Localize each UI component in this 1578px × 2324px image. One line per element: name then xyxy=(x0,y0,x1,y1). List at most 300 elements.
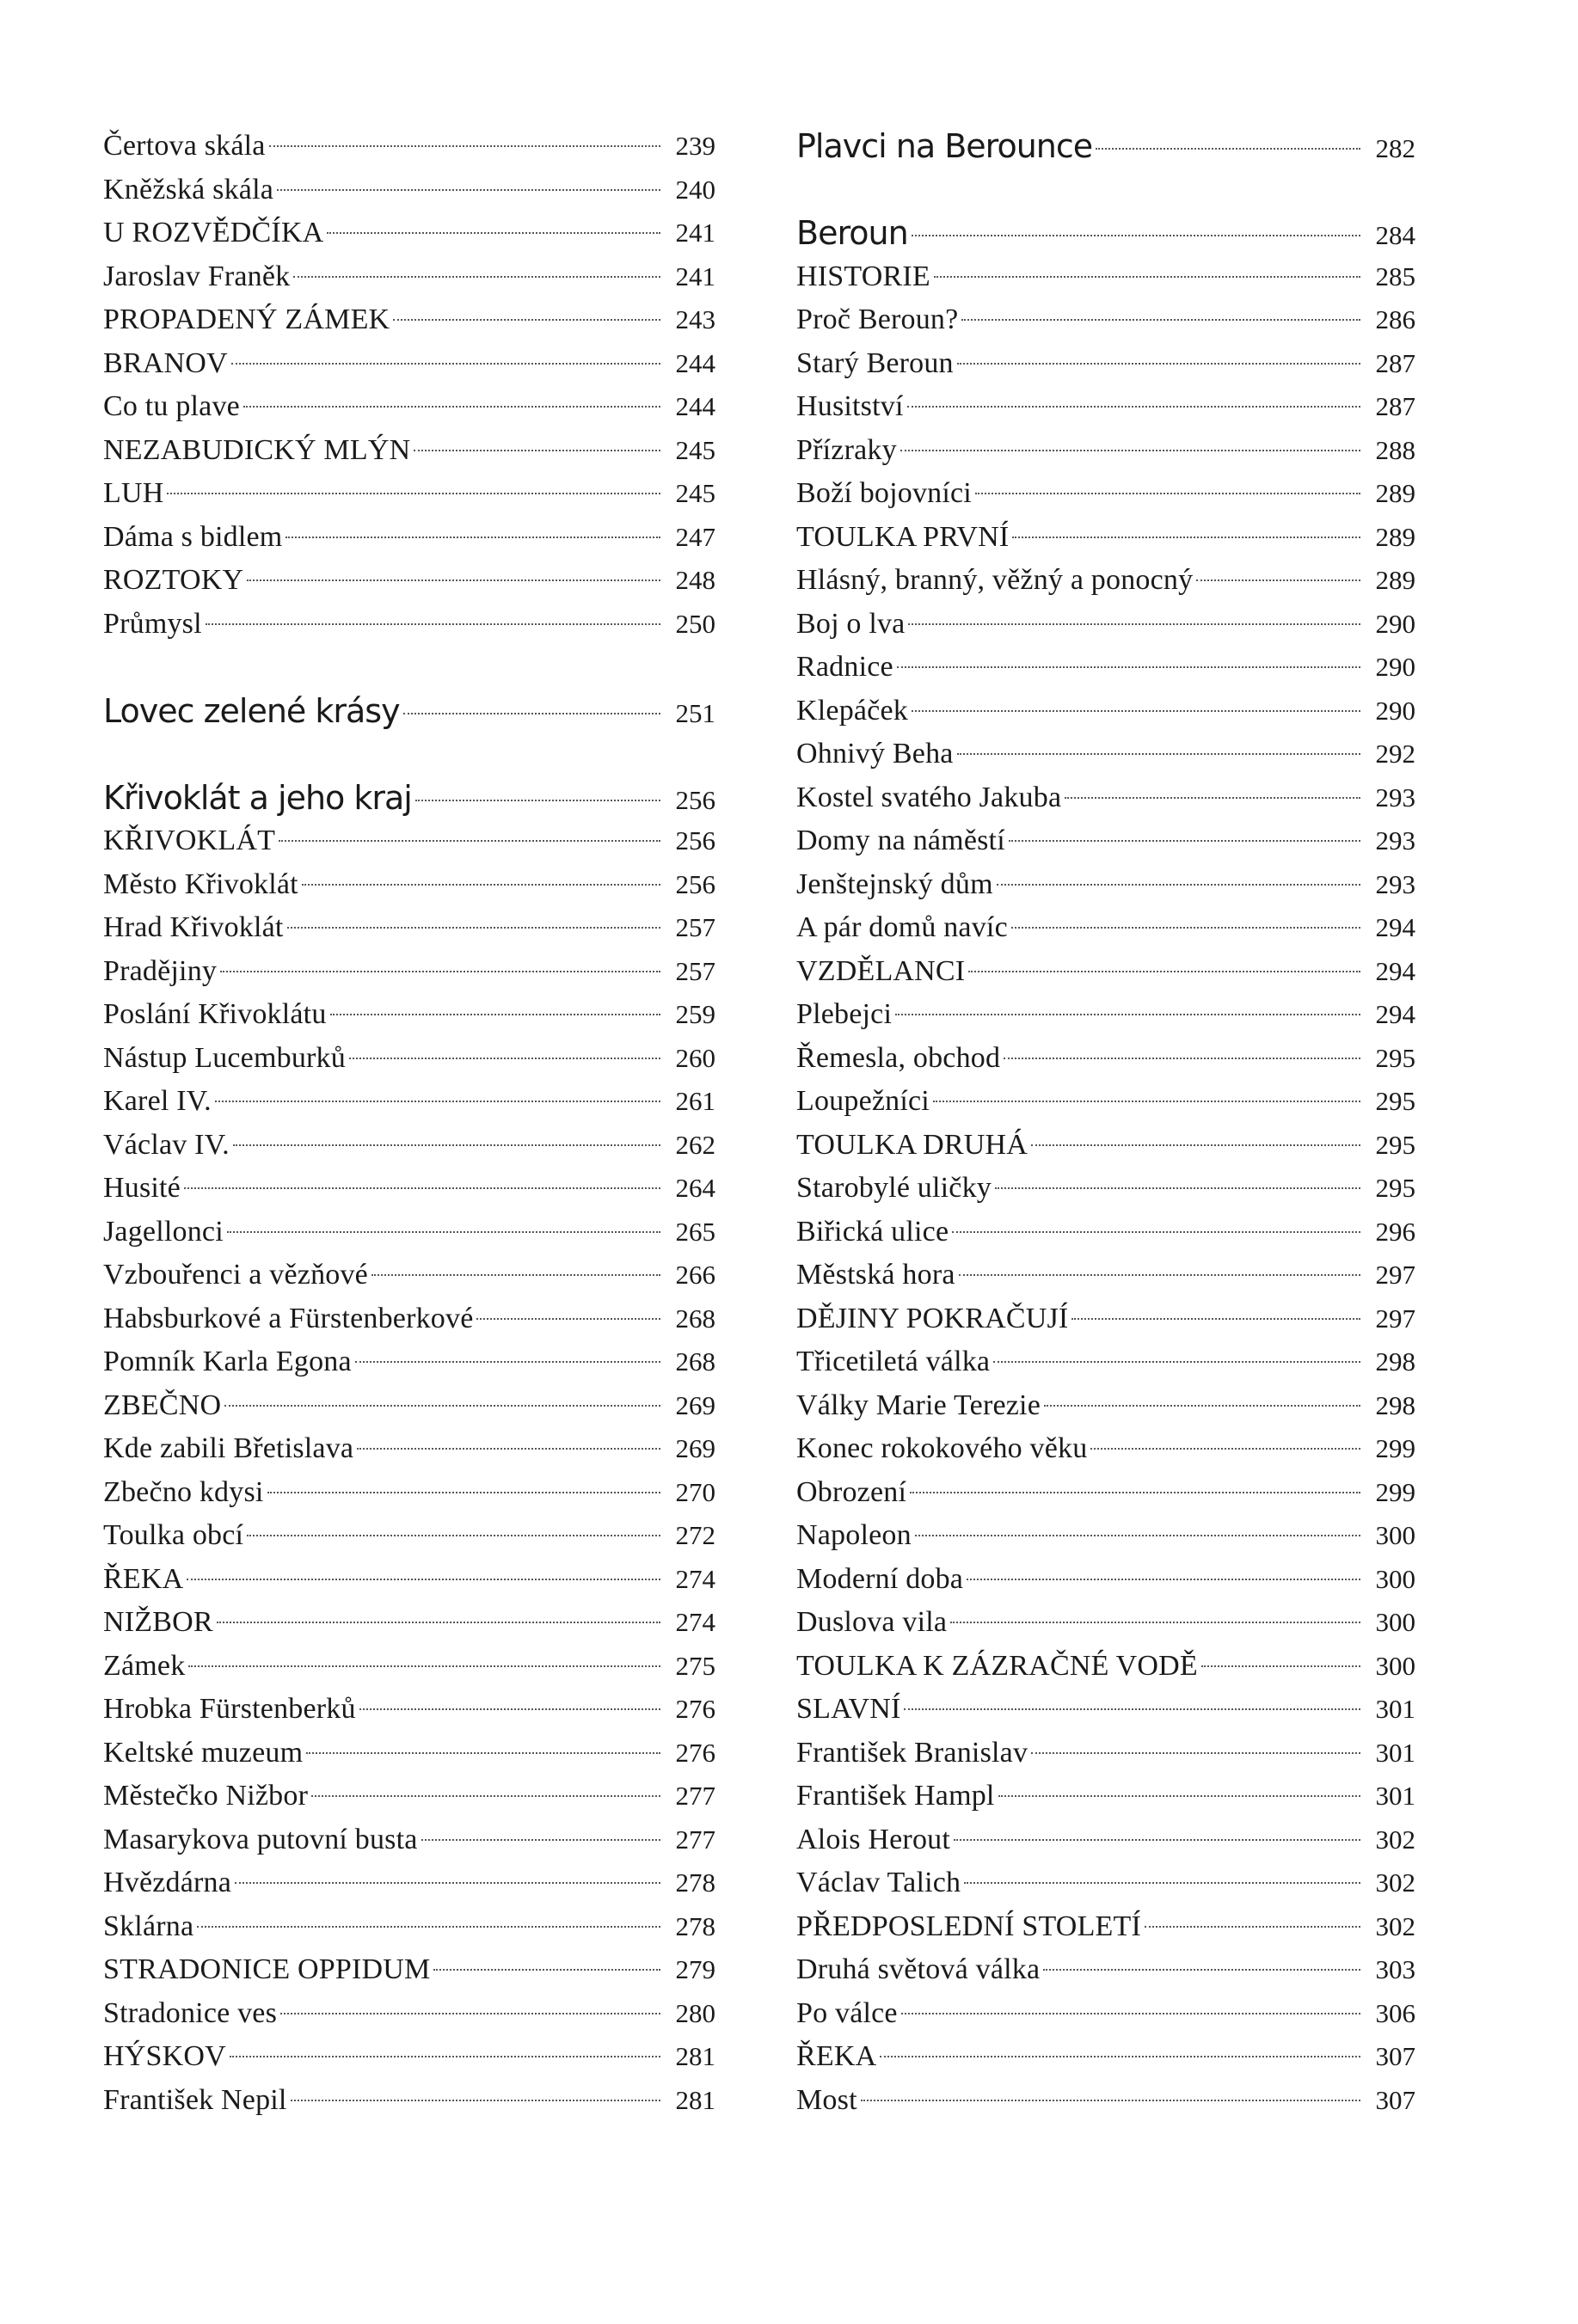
toc-entry-title: Po válce xyxy=(796,1996,898,2029)
toc-entry-title: František Branislav xyxy=(796,1736,1028,1769)
toc-entry xyxy=(103,2035,715,2079)
dot-leader xyxy=(167,493,660,494)
dot-leader xyxy=(964,1882,1360,1884)
toc-entry xyxy=(103,1297,715,1341)
toc-page-number: 261 xyxy=(675,1086,715,1116)
toc-entry xyxy=(103,1992,715,2036)
toc-page-number: 256 xyxy=(675,825,715,855)
dot-leader xyxy=(371,1274,660,1276)
toc-page-number: 274 xyxy=(675,1563,715,1594)
toc-entry-title: Napoleon xyxy=(796,1519,912,1551)
toc-page-number: 245 xyxy=(675,434,715,465)
toc-page-number: 244 xyxy=(675,391,715,421)
toc-page-number: 293 xyxy=(1375,782,1415,812)
toc-entry-title: A pár domů navíc xyxy=(796,911,1008,943)
dot-leader xyxy=(912,235,1360,236)
toc-entry-title: TOULKA PRVNÍ xyxy=(796,520,1010,553)
toc-entry xyxy=(103,1861,715,1905)
toc-page-number: 287 xyxy=(1375,347,1415,378)
toc-entry-title: PŘEDPOSLEDNÍ STOLETÍ xyxy=(796,1910,1141,1942)
dot-leader xyxy=(291,2100,660,2101)
toc-entry-title: Starý Beroun xyxy=(796,346,954,379)
toc-entry xyxy=(103,1167,715,1211)
toc-entry xyxy=(796,906,1415,950)
dot-leader xyxy=(1031,1752,1360,1754)
toc-entry-title: TOULKA K ZÁZRAČNÉ VODĚ xyxy=(796,1649,1198,1682)
dot-leader xyxy=(187,1579,660,1580)
dot-leader xyxy=(231,363,660,365)
dot-leader xyxy=(277,189,660,191)
toc-entry-title: U ROZVĚDČÍKA xyxy=(103,217,324,248)
toc-entry xyxy=(103,559,715,603)
toc-page-number: 296 xyxy=(1375,1216,1415,1247)
toc-entry xyxy=(796,1861,1415,1905)
toc-page-number: 307 xyxy=(1375,2041,1415,2071)
toc-entry-title: Sklárna xyxy=(103,1910,194,1942)
dot-leader xyxy=(933,1101,1360,1102)
toc-entry xyxy=(103,1254,715,1297)
dot-leader xyxy=(188,1665,660,1667)
toc-entry-title: Městská hora xyxy=(796,1259,955,1291)
toc-entry-title: Řemesla, obchod xyxy=(796,1041,1001,1074)
toc-entry-title: Toulka obcí xyxy=(103,1519,244,1551)
toc-entry xyxy=(103,819,715,863)
toc-entry xyxy=(103,1558,715,1602)
toc-entry xyxy=(796,2035,1415,2079)
toc-page-number: 298 xyxy=(1375,1389,1415,1420)
toc-entry xyxy=(796,1167,1415,1211)
toc-page-number: 260 xyxy=(675,1042,715,1073)
toc-entry-title: Václav IV. xyxy=(103,1128,230,1161)
toc-page-number: 277 xyxy=(675,1824,715,1855)
dot-leader xyxy=(235,1882,660,1884)
toc-page-number: 247 xyxy=(675,521,715,552)
dot-leader xyxy=(967,1579,1360,1580)
toc-page-number: 280 xyxy=(675,1997,715,2028)
toc-entry xyxy=(796,1384,1415,1428)
toc-page-number: 287 xyxy=(1375,391,1415,421)
toc-entry-title: Zámek xyxy=(103,1649,186,1682)
toc-entry-title: Plebejci xyxy=(796,998,893,1030)
dot-leader xyxy=(904,1708,1360,1710)
toc-entry-title: Kde zabili Břetislava xyxy=(103,1432,354,1464)
toc-entry-title: Město Křivoklát xyxy=(103,868,298,900)
toc-entry xyxy=(796,646,1415,690)
toc-section-heading xyxy=(103,776,715,820)
toc-entry xyxy=(796,516,1415,560)
toc-entry-title: Co tu plave xyxy=(103,390,240,422)
toc-page-number: 257 xyxy=(675,912,715,942)
dot-leader xyxy=(267,1492,660,1493)
toc-entry xyxy=(796,298,1415,342)
toc-entry-title: Obrození xyxy=(796,1475,907,1508)
toc-page-number: 299 xyxy=(1375,1476,1415,1507)
toc-page-number: 289 xyxy=(1375,521,1415,552)
toc-entry-title: Duslova vila xyxy=(796,1606,948,1638)
toc-entry xyxy=(103,298,715,342)
dot-leader xyxy=(997,884,1360,886)
toc-entry-title: Boj o lva xyxy=(796,607,906,640)
toc-entry-title: František Nepil xyxy=(103,2083,287,2116)
toc-page-number: 282 xyxy=(1375,133,1415,163)
toc-entry-title: HÝSKOV xyxy=(103,2040,226,2072)
dot-leader xyxy=(287,927,660,929)
toc-entry xyxy=(796,1732,1415,1775)
toc-entry xyxy=(103,950,715,994)
toc-entry-title: ŘEKA xyxy=(103,1562,184,1595)
dot-leader xyxy=(993,1361,1360,1363)
toc-entry xyxy=(103,1384,715,1428)
toc-page-number: 277 xyxy=(675,1781,715,1811)
toc-page-number: 302 xyxy=(1375,1824,1415,1855)
toc-entry-title: Kněžská skála xyxy=(103,173,274,205)
toc-entry-title: Starobylé uličky xyxy=(796,1172,992,1204)
dot-leader xyxy=(280,2013,660,2014)
toc-entry-title: NIŽBOR xyxy=(103,1606,213,1638)
dot-leader xyxy=(421,1839,660,1841)
toc-entry xyxy=(796,1775,1415,1818)
toc-page-number: 268 xyxy=(675,1303,715,1334)
toc-entry-title: Hvězdárna xyxy=(103,1867,232,1898)
toc-entry xyxy=(103,255,715,299)
toc-entry xyxy=(796,1514,1415,1558)
toc-page-number: 241 xyxy=(675,218,715,248)
toc-entry-title: František Hampl xyxy=(796,1780,995,1812)
toc-page-number: 244 xyxy=(675,347,715,378)
toc-entry-title: Hrad Křivoklát xyxy=(103,911,284,943)
toc-entry-title: Nástup Lucemburků xyxy=(103,1041,346,1074)
toc-page-number: 278 xyxy=(675,1910,715,1941)
dot-leader xyxy=(959,1274,1360,1276)
toc-entry-title: Lovec zelené krásy xyxy=(103,691,400,730)
dot-leader xyxy=(217,1622,660,1623)
dot-leader xyxy=(1044,1405,1360,1407)
dot-leader xyxy=(908,623,1360,625)
toc-entry-title: HISTORIE xyxy=(796,260,930,292)
toc-page-number: 284 xyxy=(1375,220,1415,250)
toc-page-number: 294 xyxy=(1375,999,1415,1029)
toc-entry-title: Domy na náměstí xyxy=(796,825,1005,856)
toc-entry xyxy=(796,1340,1415,1384)
dot-leader xyxy=(359,1708,660,1710)
toc-entry-title: Jenštejnský dům xyxy=(796,868,993,900)
toc-page-number: 297 xyxy=(1375,1260,1415,1290)
toc-entry xyxy=(103,1732,715,1775)
toc-page-number: 295 xyxy=(1375,1042,1415,1073)
toc-entry-title: Pradějiny xyxy=(103,954,218,987)
toc-page-number: 302 xyxy=(1375,1867,1415,1898)
dot-leader xyxy=(355,1361,660,1363)
toc-entry-title: Průmysl xyxy=(103,607,202,640)
dot-leader xyxy=(861,2100,1360,2101)
dot-leader xyxy=(233,1144,660,1146)
toc-entry xyxy=(103,906,715,950)
toc-page-number: 295 xyxy=(1375,1173,1415,1203)
toc-entry xyxy=(796,1124,1415,1168)
toc-entry xyxy=(796,690,1415,733)
dot-leader xyxy=(952,1231,1360,1233)
dot-leader xyxy=(197,1926,660,1928)
dot-leader xyxy=(302,884,660,886)
toc-page-number: 243 xyxy=(675,304,715,334)
toc-entry-title: Jaroslav Franěk xyxy=(103,260,291,292)
toc-entry xyxy=(796,1688,1415,1732)
toc-entry xyxy=(796,776,1415,820)
dot-leader xyxy=(901,2013,1360,2014)
toc-entry xyxy=(103,1427,715,1471)
toc-entry-title: Most xyxy=(796,2083,857,2116)
dot-leader xyxy=(1201,1665,1360,1667)
dot-leader xyxy=(1145,1926,1360,1928)
dot-leader xyxy=(349,1058,660,1059)
dot-leader xyxy=(1090,1448,1360,1450)
toc-entry xyxy=(796,429,1415,473)
toc-page-number: 300 xyxy=(1375,1607,1415,1637)
toc-entry xyxy=(796,1558,1415,1602)
dot-leader xyxy=(433,1969,660,1971)
dot-leader xyxy=(1043,1969,1360,1971)
toc-entry xyxy=(796,1992,1415,2036)
toc-entry-title: LUH xyxy=(103,477,164,509)
toc-page-number: 275 xyxy=(675,1650,715,1681)
toc-page-number: 300 xyxy=(1375,1563,1415,1594)
toc-page-number: 295 xyxy=(1375,1086,1415,1116)
toc-page-number: 297 xyxy=(1375,1303,1415,1334)
dot-leader xyxy=(414,450,660,451)
dot-leader xyxy=(403,713,660,714)
toc-entry-title: BRANOV xyxy=(103,346,228,379)
dot-leader xyxy=(330,1014,660,1015)
dot-leader xyxy=(998,1795,1360,1797)
toc-entry xyxy=(796,1948,1415,1992)
toc-page-number: 302 xyxy=(1375,1910,1415,1941)
toc-page-number: 265 xyxy=(675,1216,715,1247)
toc-entry-title: Hrobka Fürstenberků xyxy=(103,1693,356,1725)
toc-page-number: 257 xyxy=(675,955,715,986)
dot-leader xyxy=(393,319,660,321)
toc-entry xyxy=(796,1818,1415,1862)
toc-page-number: 251 xyxy=(675,697,715,728)
dot-leader xyxy=(975,493,1360,494)
toc-page-number: 293 xyxy=(1375,825,1415,855)
toc-page-number: 272 xyxy=(675,1520,715,1550)
toc-entry xyxy=(103,1905,715,1949)
toc-entry-title: Plavci na Berounce xyxy=(796,127,1093,165)
toc-section-heading xyxy=(103,690,715,733)
toc-entry xyxy=(796,993,1415,1037)
dot-leader xyxy=(227,1231,660,1233)
toc-entry xyxy=(796,863,1415,907)
toc-entry xyxy=(796,733,1415,776)
toc-entry xyxy=(103,429,715,473)
dot-leader xyxy=(247,579,660,581)
toc-entry-title: Pomník Karla Egona xyxy=(103,1346,352,1377)
dot-leader xyxy=(269,145,660,147)
dot-leader xyxy=(900,450,1360,451)
toc-entry-title: Karel IV. xyxy=(103,1085,212,1117)
dot-leader xyxy=(961,319,1360,321)
toc-page-number: 274 xyxy=(675,1607,715,1637)
toc-page-number: 241 xyxy=(675,261,715,291)
toc-page-number: 290 xyxy=(1375,695,1415,726)
toc-entry-title: Kostel svatého Jakuba xyxy=(796,781,1062,813)
dot-leader xyxy=(184,1187,660,1189)
toc-entry xyxy=(796,472,1415,516)
toc-page-number: 279 xyxy=(675,1954,715,1984)
toc-entry-title: Loupežníci xyxy=(796,1085,930,1117)
toc-entry xyxy=(103,1080,715,1124)
toc-page-number: 276 xyxy=(675,1694,715,1724)
toc-entry xyxy=(103,993,715,1037)
dot-leader xyxy=(247,1535,660,1536)
toc-entry-title: VZDĚLANCI xyxy=(796,954,966,987)
toc-entry xyxy=(103,1645,715,1689)
dot-leader xyxy=(311,1795,660,1797)
toc-entry-title: Beroun xyxy=(796,214,908,252)
dot-leader xyxy=(880,2056,1360,2057)
toc-page-number: 303 xyxy=(1375,1954,1415,1984)
toc-page-number: 256 xyxy=(675,784,715,815)
toc-entry-title: Masarykova putovní busta xyxy=(103,1823,418,1855)
toc-section-heading xyxy=(796,125,1415,169)
dot-leader xyxy=(286,537,660,538)
dot-leader xyxy=(476,1318,660,1320)
toc-page-number: 259 xyxy=(675,999,715,1029)
toc-left-column xyxy=(103,125,715,2122)
toc-page-number: 289 xyxy=(1375,478,1415,508)
dot-leader xyxy=(306,1752,660,1754)
toc-entry xyxy=(103,1688,715,1732)
toc-entry-title: Poslání Křivoklátu xyxy=(103,998,327,1030)
toc-entry-title: Městečko Nižbor xyxy=(103,1780,309,1812)
toc-entry-title: Klepáček xyxy=(796,694,908,727)
toc-page-number: 293 xyxy=(1375,868,1415,899)
toc-entry-title: Války Marie Terezie xyxy=(796,1389,1041,1421)
toc-page-number: 300 xyxy=(1375,1650,1415,1681)
toc-entry-title: NEZABUDICKÝ MLÝN xyxy=(103,433,411,466)
toc-section-heading xyxy=(796,212,1415,255)
toc-page-number: 286 xyxy=(1375,304,1415,334)
toc-page-number: 298 xyxy=(1375,1346,1415,1377)
toc-entry-title: ZBEČNO xyxy=(103,1389,222,1421)
dot-leader xyxy=(279,840,660,842)
dot-leader xyxy=(220,971,660,972)
dot-leader xyxy=(1009,840,1360,842)
toc-entry xyxy=(796,1905,1415,1949)
toc-entry-title: Moderní doba xyxy=(796,1562,964,1595)
toc-entry xyxy=(103,603,715,647)
dot-leader xyxy=(954,1839,1360,1841)
dot-leader xyxy=(206,623,660,625)
toc-entry xyxy=(796,819,1415,863)
dot-leader xyxy=(915,1535,1360,1536)
dot-leader xyxy=(215,1101,660,1102)
dot-leader xyxy=(895,1014,1360,1015)
toc-entry xyxy=(796,559,1415,603)
toc-entry-title: Václav Talich xyxy=(796,1867,961,1898)
toc-entry-title: Jagellonci xyxy=(103,1215,224,1248)
toc-page-number: 300 xyxy=(1375,1520,1415,1550)
toc-entry xyxy=(796,1211,1415,1254)
dot-leader xyxy=(907,406,1360,408)
toc-page-number: 248 xyxy=(675,565,715,595)
toc-entry xyxy=(796,1601,1415,1645)
toc-entry xyxy=(796,603,1415,647)
toc-entry xyxy=(103,212,715,255)
dot-leader xyxy=(224,1405,660,1407)
dot-leader xyxy=(230,2056,660,2057)
toc-entry xyxy=(796,342,1415,386)
toc-entry-title: Biřická ulice xyxy=(796,1215,949,1248)
toc-page-number: 294 xyxy=(1375,912,1415,942)
toc-entry xyxy=(103,1471,715,1515)
dot-leader xyxy=(1011,927,1360,929)
toc-page-number: 285 xyxy=(1375,261,1415,291)
toc-entry xyxy=(103,1037,715,1081)
toc-page-number: 281 xyxy=(675,2041,715,2071)
dot-leader xyxy=(957,753,1360,755)
toc-page-number: 250 xyxy=(675,608,715,639)
toc-entry xyxy=(796,2079,1415,2123)
toc-entry xyxy=(796,1427,1415,1471)
toc-entry-title: STRADONICE OPPIDUM xyxy=(103,1953,431,1985)
dot-leader xyxy=(1031,1144,1360,1146)
toc-page-number: 290 xyxy=(1375,652,1415,682)
toc-entry-title: KŘIVOKLÁT xyxy=(103,825,276,856)
dot-leader xyxy=(910,1492,1360,1493)
toc-entry xyxy=(103,1340,715,1384)
dot-leader xyxy=(995,1187,1360,1189)
toc-page-number: 256 xyxy=(675,868,715,899)
toc-entry xyxy=(103,472,715,516)
toc-entry xyxy=(103,1948,715,1992)
dot-leader xyxy=(1096,148,1360,150)
toc-entry-title: Habsburkové a Fürstenberkové xyxy=(103,1302,474,1334)
toc-page-number: 245 xyxy=(675,478,715,508)
toc-page-number: 262 xyxy=(675,1129,715,1160)
dot-leader xyxy=(293,276,660,278)
dot-leader xyxy=(912,710,1360,712)
toc-page-number: 301 xyxy=(1375,1781,1415,1811)
toc-entry xyxy=(103,1775,715,1818)
toc-entry-title: Husitství xyxy=(796,390,904,422)
toc-page-number: 301 xyxy=(1375,1694,1415,1724)
toc-entry-title: PROPADENÝ ZÁMEK xyxy=(103,304,390,335)
toc-page-number: 292 xyxy=(1375,739,1415,769)
toc-entry xyxy=(796,385,1415,429)
toc-page-number: 307 xyxy=(1375,2084,1415,2115)
toc-entry-title: Vzbouřenci a vězňové xyxy=(103,1259,368,1291)
toc-entry-title: DĚJINY POKRAČUJÍ xyxy=(796,1302,1069,1334)
toc-page-number: 269 xyxy=(675,1389,715,1420)
toc-entry xyxy=(103,516,715,560)
toc-page-number: 240 xyxy=(675,174,715,205)
toc-page-number: 294 xyxy=(1375,955,1415,986)
toc-page-number: 281 xyxy=(675,2084,715,2115)
toc-entry-title: Přízraky xyxy=(796,433,897,466)
toc-page-number: 266 xyxy=(675,1260,715,1290)
dot-leader xyxy=(327,232,660,234)
toc-entry xyxy=(796,1037,1415,1081)
dot-leader xyxy=(934,276,1360,278)
toc-entry xyxy=(796,1297,1415,1341)
toc-entry xyxy=(103,1818,715,1862)
toc-page-number: 269 xyxy=(675,1433,715,1463)
dot-leader xyxy=(1012,537,1360,538)
toc-entry-title: Keltské muzeum xyxy=(103,1736,304,1769)
toc-entry xyxy=(796,255,1415,299)
toc-entry xyxy=(796,1645,1415,1689)
